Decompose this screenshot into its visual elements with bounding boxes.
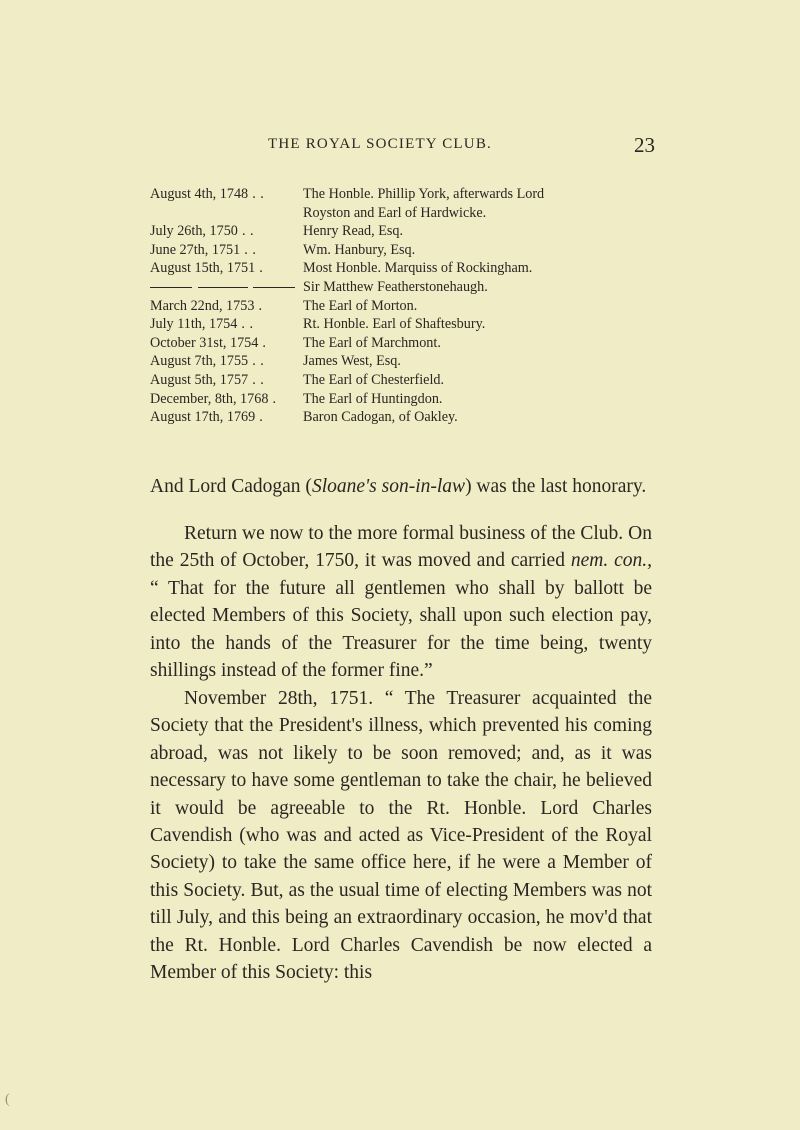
register-row	[150, 315, 670, 334]
register-leader-dots: . .	[248, 353, 265, 370]
register-row	[150, 185, 670, 204]
register-member-name: Royston and Earl of Hardwicke.	[303, 204, 487, 221]
register-date	[150, 241, 300, 260]
paragraph1-italic: nem. con.,	[570, 550, 652, 572]
page-number: 23	[634, 133, 655, 157]
register-row	[150, 241, 670, 260]
register-member-name: The Earl of Marchmont.	[303, 334, 441, 351]
register-date-text: June 27th, 1751	[150, 241, 241, 258]
register-date	[150, 408, 300, 427]
register-leader-dots: .	[255, 409, 264, 426]
paragraph-treasurer: November 28th, 1751. “ The Treasurer acquainted the Society that the President's illness, which prevented his coming abroad, was not likely to be soon removed; and, as it was necessary to have some gentleman to take the chair, he believed it would be agreeable to the Rt. Honble. Lord Charles Cavendish (who was and acted as Vice-President of the Royal Society) to take the same office here, if he were a Member of this Society. But, as the usual time of electing Members was not till July, and this being an extraordinary occasion, he mov'd that the Rt. Honble. Lord Charles Cavendish be now elected a Member of this Society: this	[150, 688, 652, 984]
ditto-rule-segment	[253, 287, 295, 288]
register-date-text: August 17th, 1769	[150, 409, 256, 426]
register-row	[150, 408, 670, 427]
paragraph-ballot-fee	[150, 520, 652, 684]
register-leader-dots: . .	[240, 241, 257, 258]
register-leader-dots: .	[254, 297, 263, 314]
register-date	[150, 315, 300, 334]
register-date	[150, 334, 300, 353]
register-member-name: The Earl of Huntingdon.	[303, 390, 443, 407]
ditto-rule	[150, 287, 295, 288]
intro-before: And Lord Cadogan (	[150, 476, 312, 497]
intro-after: ) was the last honorary.	[465, 476, 647, 497]
paragraph1-part1: Return we now to the more formal business of the Club. On the 25th of October, 1750, it was moved and carried	[150, 523, 652, 572]
register-member-name: Baron Cadogan, of Oakley.	[303, 409, 458, 426]
intro-line	[150, 473, 652, 500]
running-head	[0, 133, 800, 160]
register-row	[150, 390, 670, 409]
register-leader-dots: . .	[237, 223, 255, 240]
register-date-text: July 11th, 1754	[150, 316, 238, 333]
register-date-text: October 31st, 1754	[150, 334, 259, 351]
register-date	[150, 352, 300, 371]
register-row	[150, 352, 670, 371]
register-date	[150, 185, 300, 204]
register-member-name: Wm. Hanbury, Esq.	[303, 241, 416, 258]
ditto-rule-segment	[198, 287, 248, 288]
register-date	[150, 259, 300, 278]
register-date-text: August 4th, 1748	[150, 186, 249, 202]
intro-italic: Sloane's son-in-law	[311, 476, 466, 497]
register-leader-dots: .	[268, 390, 277, 407]
register-date-text: December, 8th, 1768	[150, 390, 269, 407]
register-row	[150, 204, 670, 223]
register-member-name: The Earl of Chesterfield.	[303, 371, 445, 388]
register-date-text: March 22nd, 1753	[150, 297, 255, 314]
register-row	[150, 259, 670, 278]
register-leader-dots: . .	[248, 186, 265, 202]
register-date	[150, 371, 300, 390]
register-date-text: August 7th, 1755	[150, 353, 249, 370]
register-row	[150, 278, 670, 297]
register-member-name: Rt. Honble. Earl of Shaftesbury.	[303, 316, 486, 333]
register-date-text: August 5th, 1757	[150, 371, 249, 388]
register-leader-dots: .	[258, 334, 267, 351]
register-member-name: Sir Matthew Featherstonehaugh.	[303, 278, 488, 295]
register-row	[150, 371, 670, 390]
register-leader-dots: .	[255, 260, 264, 277]
register-member-name: The Earl of Morton.	[303, 297, 418, 314]
register-member-name: Henry Read, Esq.	[303, 223, 404, 240]
running-title: THE ROYAL SOCIETY CLUB.	[268, 136, 492, 152]
register-member-name: The Honble. Phillip York, afterwards Lord	[303, 186, 545, 202]
register-leader-dots: . .	[248, 371, 265, 388]
register-member-name: James West, Esq.	[303, 353, 401, 370]
register-row	[150, 334, 670, 353]
register-date	[150, 390, 300, 409]
register-member-name: Most Honble. Marquiss of Rockingham.	[303, 260, 533, 277]
honorary-members-register	[150, 185, 670, 427]
register-date-text: July 26th, 1750	[150, 223, 238, 240]
register-leader-dots: . .	[237, 316, 254, 333]
register-row	[150, 222, 670, 241]
register-date	[150, 297, 300, 316]
paragraph1-part2: “ That for the future all gentlemen who shall by ballott be elected Members of this Society, shall upon such election pay, into the hands of the Treasurer for the time being, twenty shillings instead of the former fine.”	[150, 577, 652, 682]
register-row	[150, 297, 670, 316]
register-date	[150, 222, 300, 241]
ditto-rule-segment	[150, 287, 192, 288]
margin-mark: (	[5, 1092, 10, 1107]
register-date-text: August 15th, 1751	[150, 260, 256, 277]
